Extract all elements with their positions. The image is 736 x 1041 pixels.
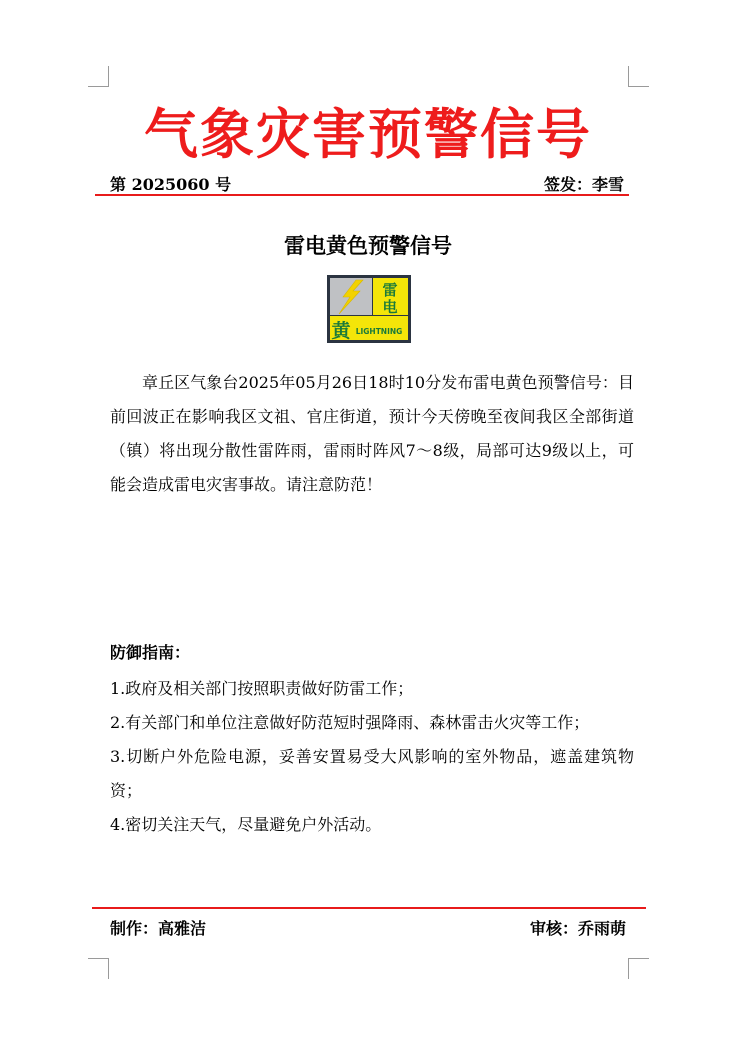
footer-row: [110, 916, 626, 938]
icon-label-mid: 电: [382, 298, 398, 316]
icon-english-label: LIGHTNING: [355, 327, 403, 336]
icon-label-top: 雷: [382, 281, 398, 299]
maker: 制作：高雅洁: [110, 919, 207, 938]
header-red-rule: [95, 194, 629, 196]
lightning-yellow-warning-icon: [326, 274, 412, 344]
crop-mark-bottom-right: [628, 958, 649, 979]
guide-list: [110, 672, 634, 842]
footer-red-rule: [92, 907, 646, 909]
signal-title: 雷电黄色预警信号: [284, 233, 452, 258]
issue-row: [110, 172, 624, 194]
issuer: 签发：李雪: [543, 175, 624, 194]
document-title: 气象灾害预警信号: [144, 103, 592, 166]
guide-item: 2.有关部门和单位注意做好防范短时强降雨、森林雷击火灾等工作；: [110, 713, 590, 732]
guide-title: 防御指南：: [110, 643, 191, 662]
icon-color-label: 黄: [331, 320, 351, 342]
reviewer: 审核：乔雨萌: [529, 919, 626, 938]
guide-item: 3.切断户外危险电源，妥善安置易受大风影响的室外物品，遮盖建筑物资；: [110, 747, 634, 800]
guide-item: 4.密切关注天气，尽量避免户外活动。: [110, 815, 382, 834]
guide-item: 1.政府及相关部门按照职责做好防雷工作；: [110, 679, 414, 698]
issue-number: 第 2025060 号: [110, 175, 232, 194]
crop-mark-top-right: [628, 66, 649, 87]
crop-mark-top-left: [88, 66, 109, 87]
warning-paragraph: 章丘区气象台2025年05月26日18时10分发布雷电黄色预警信号：目前回波正在影响我区文祖、官庄街道，预计今天傍晚至夜间我区全部街道（镇）将出现分散性雷阵雨，雷雨时阵风7～8级，局部可达9级以上，可能会造成雷电灾害事故。请注意防范！: [110, 373, 634, 494]
crop-mark-bottom-left: [88, 958, 109, 979]
